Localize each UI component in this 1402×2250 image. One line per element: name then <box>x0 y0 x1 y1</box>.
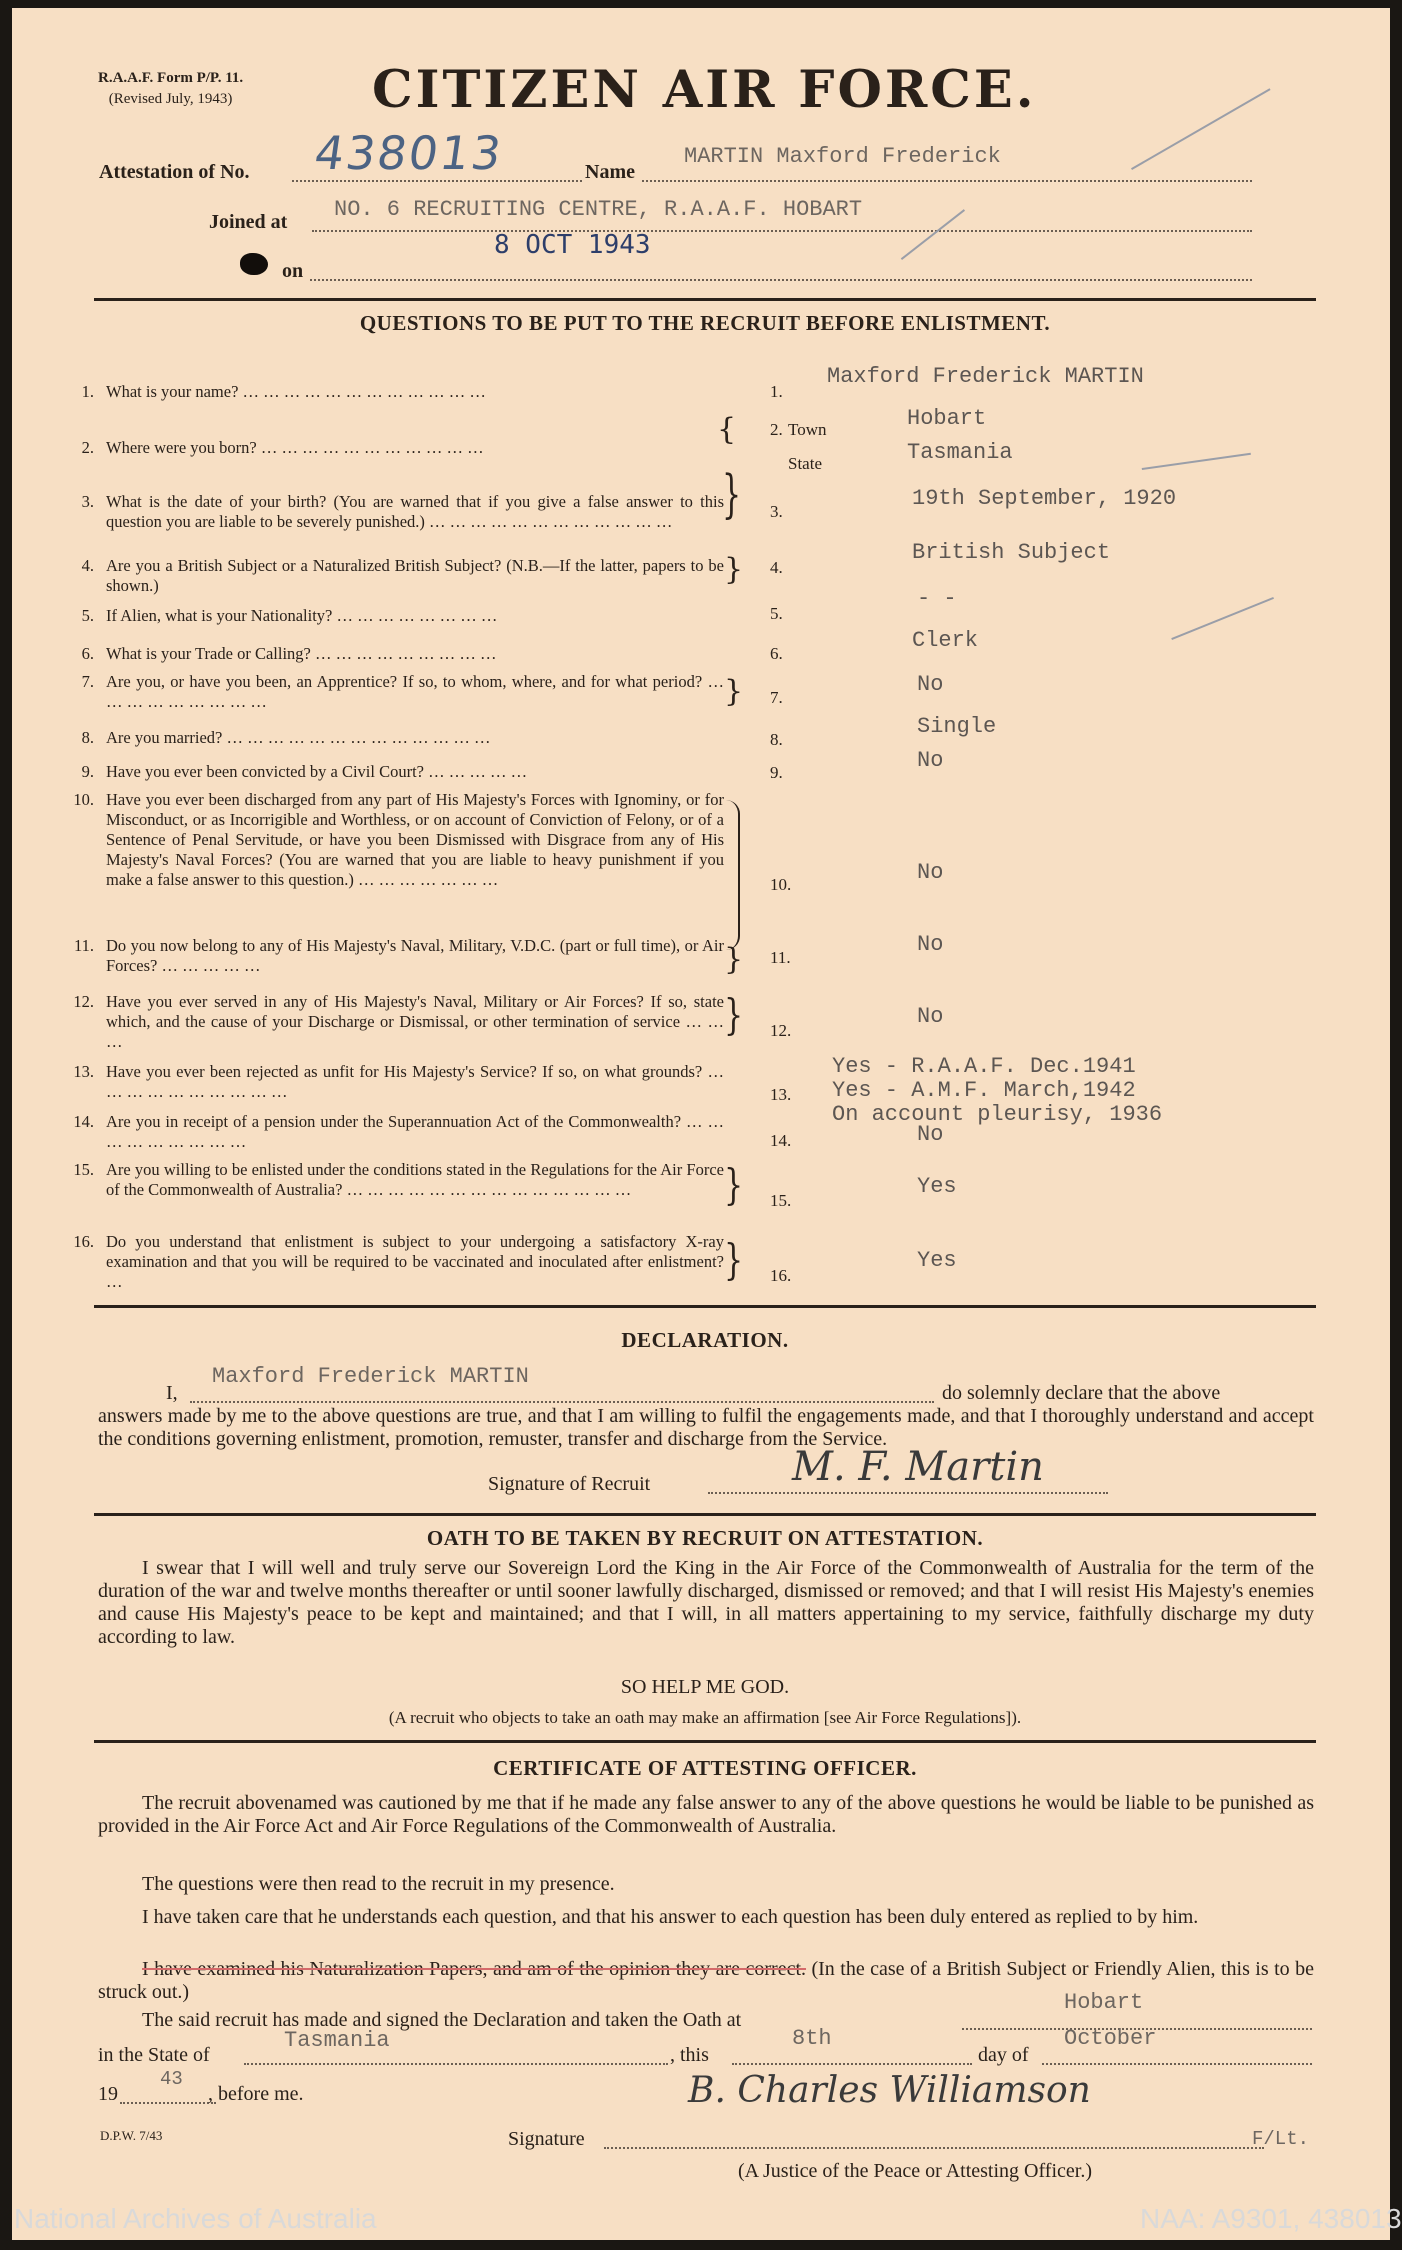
oath-heading: OATH TO BE TAKEN BY RECRUIT ON ATTESTATION. <box>426 1526 984 1550</box>
answer-3: 19th September, 1920 <box>912 486 1177 511</box>
answer-12: No <box>917 1004 944 1029</box>
question-number: 16. <box>73 1232 94 1251</box>
question-number: 4. <box>81 556 94 575</box>
declaration-text-1: do solemnly declare that the above <box>942 1382 1221 1404</box>
brace-icon: } <box>724 942 744 977</box>
officer-signature: B. Charles Williamson <box>688 2070 1091 2111</box>
declaration-name-line <box>190 1401 934 1403</box>
question-number: 15. <box>73 1160 94 1179</box>
answer-number: 12. <box>770 1021 792 1040</box>
date-stamp: 8 OCT 1943 <box>494 230 651 260</box>
before-me-label: , before me. <box>208 2083 304 2105</box>
recruit-signature-line <box>708 1492 1108 1494</box>
question-text: Have you ever been rejected as unfit for His Majesty's Service? If so, on what grounds? … … … … … … … … … … <box>106 1062 724 1101</box>
certificate-paragraph-3: I have taken care that he understands each question, and that his answer to each question has been duly entered as replied to by him. <box>142 1906 1199 1928</box>
answer-11: No <box>917 932 944 957</box>
archive-credit: National Archives of Australia <box>14 2203 377 2234</box>
answer-number: 4. <box>770 558 783 577</box>
brace-icon: } <box>724 991 744 1040</box>
recruit-signature-label: Signature of Recruit <box>488 1473 651 1495</box>
attestation-label: Attestation of No. <box>99 161 250 183</box>
brace-icon: } <box>724 1161 744 1210</box>
answer-number: 13. <box>770 1085 792 1104</box>
certificate-heading: CERTIFICATE OF ATTESTING OFFICER. <box>493 1756 917 1780</box>
check-mark-icon <box>1142 453 1251 470</box>
oath-month: October <box>1064 2026 1157 2051</box>
declaration-text-2: answers made by me to the above questions are true, and that I am willing to fulfil the engagements made, and that I thoroughly understand and accept the conditions governing enlistment, promotion, remuster, transfer and discharge from the Service. <box>98 1405 1314 1450</box>
answer-16: Yes <box>917 1248 957 1273</box>
answer-number: 9. <box>770 763 783 782</box>
form-identifier <box>98 68 243 110</box>
answer-5: - - <box>917 586 957 611</box>
question-number: 3. <box>81 492 94 511</box>
answer-number: 11. <box>770 948 791 967</box>
answer-4: British Subject <box>912 540 1111 565</box>
state-line <box>244 2063 668 2065</box>
answer-13-line-3: On account pleurisy, 1936 <box>832 1102 1163 1127</box>
officer-signature-label: Signature <box>508 2128 585 2150</box>
question-text: Where were you born? … … … … … … … … … … … <box>106 438 484 457</box>
on-date-line <box>310 279 1252 281</box>
answer-8: Single <box>917 714 997 739</box>
question-number: 9. <box>81 762 94 781</box>
name-line <box>642 180 1252 182</box>
section-divider <box>94 1305 1316 1308</box>
question-number: 7. <box>81 672 94 691</box>
joined-at-value: NO. 6 RECRUITING CENTRE, R.A.A.F. HOBART <box>334 197 863 222</box>
officer-note: (A Justice of the Peace or Attesting Officer.) <box>738 2160 1092 2182</box>
question-number: 11. <box>73 936 94 955</box>
form-number: R.A.A.F. Form P/P. 11. <box>98 70 244 86</box>
answer-10: No <box>917 860 944 885</box>
declaration-name: Maxford Frederick MARTIN <box>212 1364 529 1389</box>
so-help-me-god: SO HELP ME GOD. <box>620 1676 790 1698</box>
section-divider <box>94 298 1316 301</box>
answer-2-state: Tasmania <box>907 440 1013 465</box>
form-title: CITIZEN AIR FORCE. <box>372 60 1037 120</box>
officer-signature-line <box>604 2147 1264 2149</box>
brace-icon: } <box>724 552 744 587</box>
oath-state: Tasmania <box>284 2028 390 2053</box>
question-number: 14. <box>73 1112 94 1131</box>
year-line <box>120 2102 216 2104</box>
state-of-label: in the State of <box>98 2044 210 2066</box>
answer-13-line-2: Yes - A.M.F. March,1942 <box>832 1078 1136 1103</box>
oath-place-label: The said recruit has made and signed the Declaration and taken the Oath at <box>142 2009 742 2031</box>
answer-number: 8. <box>770 730 783 749</box>
answer-number: 5. <box>770 604 783 623</box>
archive-reference: NAA: A9301, 438013 <box>1140 2203 1402 2234</box>
answer-1: Maxford Frederick MARTIN <box>827 364 1144 389</box>
oath-place: Hobart <box>1064 1990 1144 2015</box>
brace-icon: } <box>724 1236 744 1285</box>
answer-number: 16. <box>770 1266 792 1285</box>
oath-affirmation-note: (A recruit who objects to take an oath may make an affirmation [see Air Force Regulations]). <box>388 1708 1022 1727</box>
answer-6: Clerk <box>912 628 979 653</box>
question-text: Do you now belong to any of His Majesty's Naval, Military, V.D.C. (part or full time), or Air Forces? … … … … … <box>106 936 724 975</box>
this-label: , this <box>670 2044 709 2066</box>
question-number: 1. <box>81 382 94 401</box>
question-text: Are you a British Subject or a Naturalized British Subject? (N.B.—If the latter, papers to be shown.) <box>106 556 724 595</box>
joined-at-label: Joined at <box>209 211 288 233</box>
brace-icon <box>726 800 740 950</box>
brace-icon: { <box>717 412 737 447</box>
attestation-number: 438013 <box>311 126 507 180</box>
question-number: 13. <box>73 1062 94 1081</box>
question-text: Have you ever been convicted by a Civil Court? … … … … … <box>106 762 528 781</box>
day-line <box>732 2063 972 2065</box>
question-text: Are you willing to be enlisted under the conditions stated in the Regulations for the Air Force of the Commonwealth of Australia? … … … … … … … … … … … … … … <box>106 1160 724 1199</box>
answer-9: No <box>917 748 944 773</box>
answer-number: 1. <box>770 382 783 401</box>
answer-15: Yes <box>917 1174 957 1199</box>
question-number: 5. <box>81 606 94 625</box>
town-label: Town <box>788 420 827 439</box>
oath-text: I swear that I will well and truly serve our Sovereign Lord the King in the Air Force of the Commonwealth of Australia for the term of the duration of the war and twelve months thereafter or until sooner lawfully discharged, dismissed or removed; and that I will resist His Majesty's enemies and cause His Majesty's peace to be kept and maintained; and that I will, in all matters appertaining to my service, faithfully discharge my duty according to law. <box>98 1557 1314 1648</box>
answer-7: No <box>917 672 944 697</box>
day-of-label: day of <box>978 2044 1029 2066</box>
struck-clause-note: (In the case of a British Subject or Friendly Alien, this is to be struck out.) <box>98 1958 1314 2003</box>
answer-13-line-1: Yes - R.A.A.F. Dec.1941 <box>832 1054 1136 1079</box>
question-text: Have you ever served in any of His Majesty's Naval, Military or Air Forces? If so, state which, and the cause of your Discharge or Dismissal, or other termination of service … … … <box>106 992 724 1051</box>
declaration-i: I, <box>166 1382 178 1404</box>
officer-rank: F/Lt. <box>1252 2128 1310 2150</box>
section-divider <box>94 1513 1316 1516</box>
state-label: State <box>788 454 822 473</box>
question-text: What is your Trade or Calling? … … … … … … … … … <box>106 644 497 663</box>
month-line <box>1042 2063 1312 2065</box>
question-text: Are you, or have you been, an Apprentice? If so, to whom, where, and for what period? … … … … … … … … … <box>106 672 724 711</box>
recruit-name: MARTIN Maxford Frederick <box>684 144 1001 169</box>
joined-at-line <box>312 230 1252 232</box>
answer-number: 10. <box>770 875 792 894</box>
question-number: 6. <box>81 644 94 663</box>
recruit-signature: M. F. Martin <box>792 1444 1044 1490</box>
question-number: 10. <box>73 790 94 809</box>
question-text: If Alien, what is your Nationality? … … … … … … … … <box>106 606 498 625</box>
answer-number: 6. <box>770 644 783 663</box>
question-number: 2. <box>81 438 94 457</box>
oath-year: 43 <box>160 2068 183 2090</box>
attestation-form-page <box>12 8 1390 2240</box>
answer-number: 14. <box>770 1131 792 1150</box>
question-text: Are you married? … … … … … … … … … … … … … <box>106 728 491 747</box>
form-revision: (Revised July, 1943) <box>108 91 233 107</box>
check-mark-icon <box>901 209 965 260</box>
brace-icon: } <box>722 465 742 526</box>
answer-number: 3. <box>770 502 783 521</box>
certificate-paragraph-2: The questions were then read to the recruit in my presence. <box>142 1873 615 1895</box>
answer-2-town: Hobart <box>907 406 987 431</box>
dpw-code: D.P.W. 7/43 <box>100 2128 163 2143</box>
answer-number: 7. <box>770 688 783 707</box>
on-label: on <box>282 260 304 282</box>
brace-icon: } <box>724 674 744 709</box>
question-text: What is the date of your birth? (You are warned that if you give a false answer to this question you are liable to be severely punished.) … … … … … … … … … … … … <box>106 492 724 531</box>
check-mark-icon <box>1171 597 1274 640</box>
question-number: 8. <box>81 728 94 747</box>
question-text: What is your name? … … … … … … … … … … … … <box>106 382 486 401</box>
oath-day: 8th <box>792 2026 832 2051</box>
name-label: Name <box>585 161 635 183</box>
answer-14: No <box>917 1122 944 1147</box>
question-number: 12. <box>73 992 94 1011</box>
struck-naturalization-clause: I have examined his Naturalization Papers, and am of the opinion they are correct. <box>142 1958 807 1980</box>
attestation-number-line <box>292 180 582 182</box>
declaration-heading: DECLARATION. <box>621 1328 789 1352</box>
question-text: Do you understand that enlistment is subject to your undergoing a satisfactory X-ray examination and that you will be required to be vaccinated and inoculated after enlistment? … <box>106 1232 724 1291</box>
punch-hole <box>240 253 268 275</box>
year-prefix: 19 <box>98 2083 118 2105</box>
section-divider <box>94 1740 1316 1743</box>
answer-number: 15. <box>770 1191 792 1210</box>
question-text: Have you ever been discharged from any part of His Majesty's Forces with Ignominy, or for Misconduct, or as Incorrigible and Worthless, or on account of Conviction of Felony, or of a Sentence of Penal Servitude, or have you been Dismissed with Disgrace from any of His Majesty's Naval Forces? (You are warned that you are liable to heavy punishment if you make a false answer to this question.) … … … … … … … <box>106 790 724 889</box>
question-text: Are you in receipt of a pension under the Superannuation Act of the Commonwealth? … … … … … … … … … <box>106 1112 724 1151</box>
certificate-paragraph-1: The recruit abovenamed was cautioned by me that if he made any false answer to any of the above questions he would be liable to be punished as provided in the Air Force Act and Air Force Regulations of the Commonwealth of Australia. <box>98 1792 1314 1837</box>
questions-heading: QUESTIONS TO BE PUT TO THE RECRUIT BEFORE ENLISTMENT. <box>359 311 1051 335</box>
answer-number: 2. <box>770 420 783 439</box>
check-mark-icon <box>1131 88 1271 170</box>
